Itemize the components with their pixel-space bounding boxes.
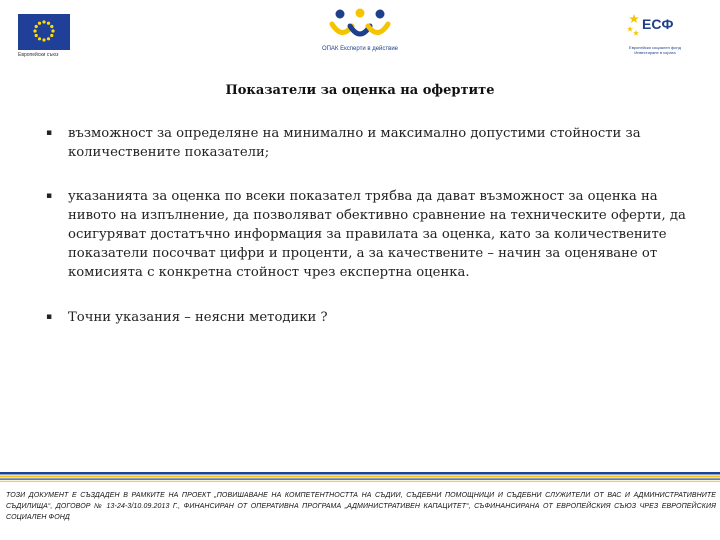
bullet-item bbox=[46, 308, 686, 327]
bullet-text: възможност за определяне на минимално и максимално допустими стойности за количествените показатели; bbox=[68, 126, 641, 160]
esf-mark: ЕСФ bbox=[642, 16, 674, 32]
opak-caption: ОПАК Експерти в действие bbox=[321, 46, 399, 52]
esf-caption: Европейски социален фонд Инвестиране в хората bbox=[629, 45, 681, 55]
bullet-marker-icon: ▪ bbox=[46, 128, 53, 138]
page-title: Показатели за оценка на офертите bbox=[225, 83, 495, 98]
bullet-text: Точни указания – неясни методики ? bbox=[68, 310, 328, 325]
esf-logo bbox=[624, 12, 684, 42]
eu-caption: Европейски съюз bbox=[18, 52, 59, 58]
bullet-list bbox=[46, 124, 686, 327]
footer-rule bbox=[0, 472, 720, 484]
bullet-text: указанията за оценка по всеки показател трябва да дават възможност за оценка на нивото на изпълнение, да позволяват обективно сравнение на техническите оферти, да осигуряват достатъчно информация за правилата за оценка, като за количествените показатели посочват цифри и проценти, а за качествените – начин за оценяване от комисията с конкретна стойност чрез експертна оценка. bbox=[68, 189, 686, 280]
bullet-marker-icon: ▪ bbox=[46, 191, 53, 201]
bullet-item bbox=[46, 187, 686, 282]
opak-logo bbox=[328, 8, 392, 44]
footer-disclaimer: ТОЗИ ДОКУМЕНТ Е СЪЗДАДЕН В РАМКИТЕ НА ПРОЕКТ „ПОВИШАВАНЕ НА КОМПЕТЕНТНОСТТА НА СЪДИИ, СЪДЕБНИ ПОМОЩНИЦИ И СЪДЕБНИ СЛУЖИТЕЛИ ОТ ВАС И АДМИНИСТРАТИВНИТЕ СЪДИЛИЩА“, ДОГОВОР № 13-24-3/10.09.2013 Г., ФИНАНСИРАН ОТ ОПЕРАТИВНА ПРОГРАМА „АДМИНИСТРАТИВЕН КАПАЦИТЕТ“, СЪФИНАНСИРАНА ОТ ЕВРОПЕЙСКИЯ СЪЮЗ ЧРЕЗ ЕВРОПЕЙСКИЯ СОЦИАЛЕН ФОНД bbox=[6, 492, 716, 521]
bullet-item bbox=[46, 124, 686, 162]
bullet-marker-icon: ▪ bbox=[46, 312, 53, 322]
eu-flag-logo bbox=[18, 14, 70, 50]
